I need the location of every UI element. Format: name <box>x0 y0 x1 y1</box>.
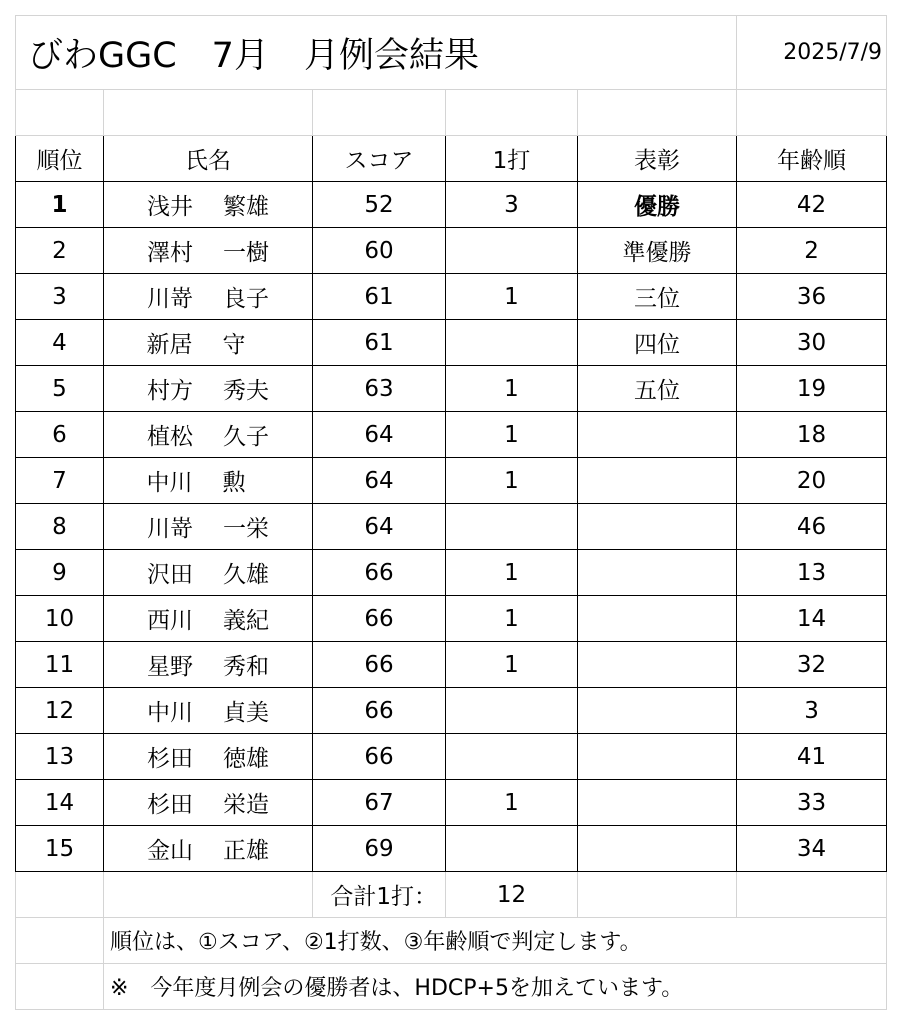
family-name: 中川 <box>146 470 193 496</box>
award-cell <box>578 458 737 504</box>
header-strokes: 1打 <box>446 136 578 182</box>
results-body <box>16 136 887 872</box>
rank-cell: 7 <box>16 458 104 504</box>
age-order-cell: 34 <box>737 826 887 872</box>
family-name: 川嵜 <box>147 286 193 312</box>
blank-cell <box>16 964 104 1010</box>
page-title: びわGGC 7月 月例会結果 <box>16 16 737 90</box>
table-row <box>16 320 887 366</box>
award-cell <box>578 596 737 642</box>
strokes-cell <box>446 688 578 734</box>
award-cell: 三位 <box>578 274 737 320</box>
family-name: 村方 <box>147 378 193 404</box>
rank-cell: 15 <box>16 826 104 872</box>
strokes-cell <box>446 734 578 780</box>
strokes-cell: 1 <box>446 642 578 688</box>
name-cell <box>104 320 313 366</box>
award-cell <box>578 412 737 458</box>
family-name: 杉田 <box>147 746 193 772</box>
table-row <box>16 412 887 458</box>
award-cell <box>578 780 737 826</box>
score-cell: 69 <box>313 826 446 872</box>
family-name: 澤村 <box>147 240 193 266</box>
given-name: 久雄 <box>223 562 269 588</box>
score-cell: 66 <box>313 688 446 734</box>
score-cell: 66 <box>313 596 446 642</box>
given-name: 良子 <box>223 286 269 312</box>
family-name: 杉田 <box>147 792 193 818</box>
name-cell <box>104 780 313 826</box>
strokes-cell: 3 <box>446 182 578 228</box>
score-cell: 61 <box>313 274 446 320</box>
strokes-cell: 1 <box>446 780 578 826</box>
award-cell <box>578 642 737 688</box>
age-order-cell: 19 <box>737 366 887 412</box>
given-name: 秀夫 <box>223 378 269 404</box>
table-row <box>16 642 887 688</box>
score-cell: 66 <box>313 550 446 596</box>
ranking-rule-note: 順位は、①スコア、②1打数、③年齢順で判定します。 <box>104 918 887 964</box>
name-cell <box>104 504 313 550</box>
name-cell <box>104 596 313 642</box>
strokes-cell <box>446 320 578 366</box>
age-order-cell: 36 <box>737 274 887 320</box>
award-cell: 五位 <box>578 366 737 412</box>
given-name: 一樹 <box>223 240 269 266</box>
award-cell <box>578 734 737 780</box>
name-cell <box>104 688 313 734</box>
family-name: 川嵜 <box>147 516 193 542</box>
header-rank: 順位 <box>16 136 104 182</box>
header-age-order: 年齢順 <box>737 136 887 182</box>
given-name: 繁雄 <box>223 194 269 220</box>
blank-cell <box>578 90 737 136</box>
table-row <box>16 734 887 780</box>
blank-cell <box>16 90 104 136</box>
rank-cell: 9 <box>16 550 104 596</box>
age-order-cell: 42 <box>737 182 887 228</box>
award-cell <box>578 550 737 596</box>
rank-cell: 6 <box>16 412 104 458</box>
score-cell: 66 <box>313 642 446 688</box>
rule-note-row <box>16 918 887 964</box>
score-cell: 60 <box>313 228 446 274</box>
blank-cell <box>104 90 313 136</box>
score-cell: 66 <box>313 734 446 780</box>
strokes-cell: 1 <box>446 366 578 412</box>
given-name: 義紀 <box>223 608 269 634</box>
name-cell <box>104 274 313 320</box>
table-row <box>16 596 887 642</box>
blank-cell <box>16 918 104 964</box>
blank-cell <box>578 872 737 918</box>
name-cell <box>104 734 313 780</box>
age-order-cell: 41 <box>737 734 887 780</box>
table-row <box>16 504 887 550</box>
strokes-cell: 1 <box>446 458 578 504</box>
strokes-cell <box>446 228 578 274</box>
given-name: 久子 <box>223 424 269 450</box>
table-row <box>16 826 887 872</box>
table-row <box>16 688 887 734</box>
strokes-cell <box>446 826 578 872</box>
score-cell: 64 <box>313 412 446 458</box>
given-name: 徳雄 <box>223 746 269 772</box>
event-date: 2025/7/9 <box>737 16 887 90</box>
total-label: 合計1打： <box>313 872 446 918</box>
rank-cell: 1 <box>16 182 104 228</box>
strokes-cell: 1 <box>446 596 578 642</box>
age-order-cell: 20 <box>737 458 887 504</box>
strokes-cell: 1 <box>446 412 578 458</box>
award-cell <box>578 504 737 550</box>
name-cell <box>104 642 313 688</box>
age-order-cell: 46 <box>737 504 887 550</box>
rank-cell: 13 <box>16 734 104 780</box>
rank-cell: 4 <box>16 320 104 366</box>
score-cell: 64 <box>313 504 446 550</box>
score-cell: 63 <box>313 366 446 412</box>
blank-cell <box>104 872 313 918</box>
name-cell <box>104 412 313 458</box>
family-name: 中川 <box>147 700 193 726</box>
blank-cell <box>446 90 578 136</box>
strokes-cell: 1 <box>446 550 578 596</box>
header-name: 氏名 <box>104 136 313 182</box>
family-name: 星野 <box>147 654 193 680</box>
name-cell <box>104 182 313 228</box>
age-order-cell: 32 <box>737 642 887 688</box>
family-name: 新居 <box>146 332 193 358</box>
title-row <box>16 16 887 90</box>
age-order-cell: 18 <box>737 412 887 458</box>
table-row <box>16 366 887 412</box>
age-order-cell: 30 <box>737 320 887 366</box>
strokes-cell <box>446 504 578 550</box>
blank-cell <box>737 872 887 918</box>
table-row <box>16 182 887 228</box>
hdcp-note: ※ 今年度月例会の優勝者は、HDCP+5を加えています。 <box>104 964 887 1010</box>
table-row <box>16 550 887 596</box>
rank-cell: 12 <box>16 688 104 734</box>
name-cell <box>104 366 313 412</box>
given-name: 一栄 <box>223 516 269 542</box>
rank-cell: 8 <box>16 504 104 550</box>
total-value: 12 <box>446 872 578 918</box>
hdcp-note-row <box>16 964 887 1010</box>
age-order-cell: 14 <box>737 596 887 642</box>
score-cell: 67 <box>313 780 446 826</box>
table-row <box>16 274 887 320</box>
name-cell <box>104 550 313 596</box>
score-cell: 64 <box>313 458 446 504</box>
total-row <box>16 872 887 918</box>
award-cell: 準優勝 <box>578 228 737 274</box>
family-name: 沢田 <box>147 562 193 588</box>
given-name: 正雄 <box>223 838 269 864</box>
rank-cell: 3 <box>16 274 104 320</box>
given-name: 貞美 <box>223 700 269 726</box>
family-name: 浅井 <box>147 194 193 220</box>
family-name: 金山 <box>147 838 193 864</box>
rank-cell: 10 <box>16 596 104 642</box>
table-row <box>16 228 887 274</box>
given-name: 勲 <box>222 470 246 496</box>
family-name: 西川 <box>147 608 193 634</box>
rank-cell: 5 <box>16 366 104 412</box>
given-name: 秀和 <box>223 654 269 680</box>
blank-cell <box>313 90 446 136</box>
rank-cell: 2 <box>16 228 104 274</box>
strokes-cell: 1 <box>446 274 578 320</box>
name-cell <box>104 228 313 274</box>
results-table <box>15 15 887 1010</box>
blank-row <box>16 90 887 136</box>
age-order-cell: 33 <box>737 780 887 826</box>
age-order-cell: 13 <box>737 550 887 596</box>
given-name: 栄造 <box>223 792 269 818</box>
header-award: 表彰 <box>578 136 737 182</box>
award-cell <box>578 688 737 734</box>
name-cell <box>104 458 313 504</box>
award-cell <box>578 826 737 872</box>
table-row <box>16 458 887 504</box>
family-name: 植松 <box>147 424 193 450</box>
age-order-cell: 3 <box>737 688 887 734</box>
rank-cell: 14 <box>16 780 104 826</box>
blank-cell <box>737 90 887 136</box>
results-sheet <box>15 15 886 1010</box>
age-order-cell: 2 <box>737 228 887 274</box>
header-score: スコア <box>313 136 446 182</box>
header-row <box>16 136 887 182</box>
score-cell: 52 <box>313 182 446 228</box>
rank-cell: 11 <box>16 642 104 688</box>
table-row <box>16 780 887 826</box>
name-cell <box>104 826 313 872</box>
blank-cell <box>16 872 104 918</box>
given-name: 守 <box>222 332 246 358</box>
award-cell: 四位 <box>578 320 737 366</box>
score-cell: 61 <box>313 320 446 366</box>
award-cell: 優勝 <box>578 182 737 228</box>
